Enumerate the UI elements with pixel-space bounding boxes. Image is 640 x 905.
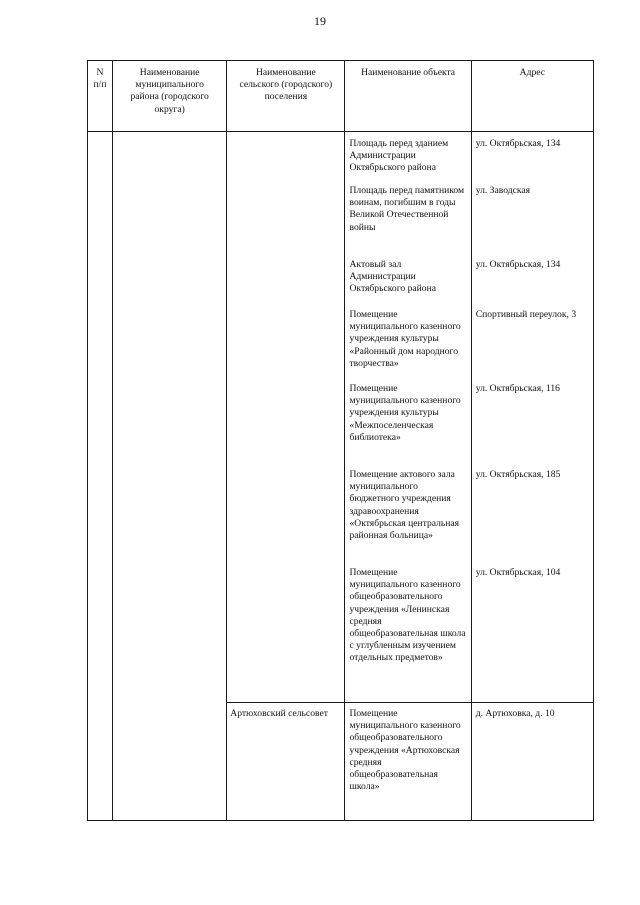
object-entry: Помещение муниципального казенного общеобразовательного учреждения «Ленинская средняя общеобразовательная школа с углубленным изучением отдельных предметов»	[349, 567, 466, 664]
address-entry: ул. Заводская	[475, 185, 531, 196]
address-entry: ул. Октябрьская, 104	[475, 567, 561, 578]
cell-municipal-district	[113, 132, 227, 821]
address-entry: ул. Октябрьская, 116	[475, 383, 560, 394]
object-entry: Помещение муниципального казенного общеобразовательного учреждения «Артюховская средняя общеобразовательная школа»	[349, 708, 461, 793]
address-entry: д. Артюховка, д. 10	[475, 708, 555, 719]
header-object-name: Наименование объекта	[345, 61, 471, 132]
cell-number	[88, 132, 113, 821]
object-entry: Актовый зал Администрации Октябрьского района	[349, 259, 436, 295]
cell-settlement: Артюховский сельсовет	[227, 703, 345, 821]
cell-address-list	[471, 132, 593, 703]
cell-address-list	[471, 703, 593, 821]
cell-object-list	[345, 132, 471, 703]
object-entry: Площадь перед памятником воинам, погибшим в годы Великой Отечественной войны	[349, 185, 465, 233]
object-entry: Помещение муниципального казенного учреждения культуры «Районный дом народного творчества»	[349, 309, 461, 369]
header-number: N п/п	[88, 61, 113, 132]
object-entry: Помещение муниципального казенного учреждения культуры «Межпоселенческая библиотека»	[349, 383, 461, 443]
address-entry: ул. Октябрьская, 134	[475, 138, 561, 149]
page-number: 19	[314, 14, 326, 28]
cell-object-list	[345, 703, 471, 821]
object-entry: Площадь перед зданием Администрации Октябрьского района	[349, 138, 449, 174]
table-row-group	[88, 132, 594, 703]
header-settlement: Наименование сельского (городского) поселения	[227, 61, 345, 132]
address-entry: ул. Октябрьская, 185	[475, 469, 561, 480]
cell-settlement	[227, 132, 345, 703]
header-municipal-district: Наименование муниципального района (городского округа)	[113, 61, 227, 132]
header-address: Адрес	[471, 61, 593, 132]
table-header-row	[88, 61, 594, 132]
address-entry: ул. Октябрьская, 134	[475, 259, 561, 270]
address-entry: Спортивный переулок, 3	[475, 309, 577, 320]
objects-table	[87, 60, 594, 821]
object-entry: Помещение актового зала муниципального бюджетного учреждения здравоохранения «Октябрьская центральная районная больница»	[349, 469, 460, 542]
